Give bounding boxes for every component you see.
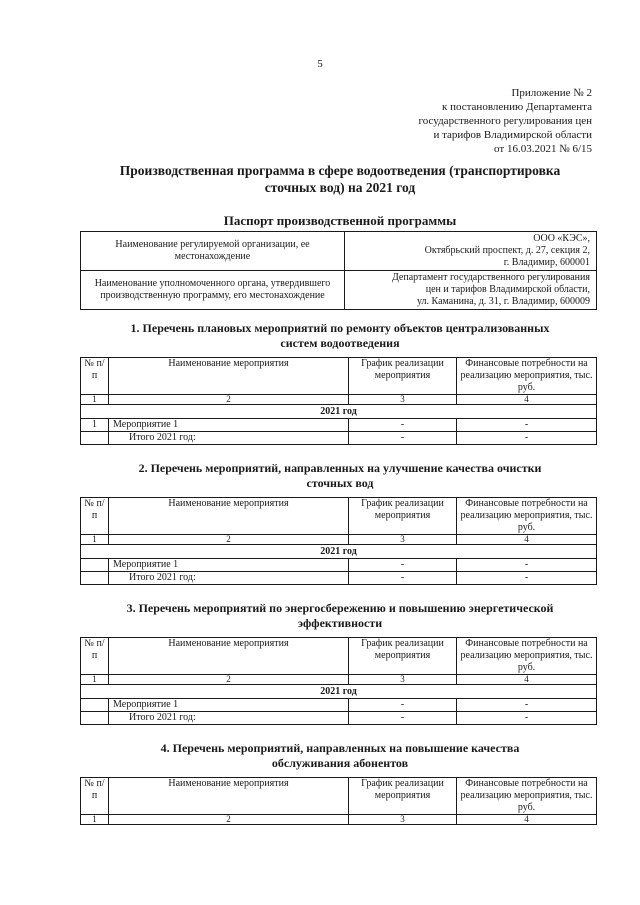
finance-value: - bbox=[457, 572, 597, 585]
passport-value-line: ООО «КЭС», bbox=[533, 233, 590, 244]
header-finance: Финансовые потребности на реализацию мероприятия, тыс. руб. bbox=[457, 638, 597, 675]
appendix-line: от 16.03.2021 № 6/15 bbox=[494, 143, 592, 155]
col-index: 3 bbox=[349, 675, 457, 685]
appendix-line: к постановлению Департамента bbox=[441, 101, 592, 113]
year-row bbox=[81, 685, 597, 699]
header-num: № п/п bbox=[81, 638, 109, 675]
section-1-title bbox=[90, 321, 590, 351]
row-num-empty bbox=[81, 572, 109, 585]
header-name: Наименование мероприятия bbox=[109, 778, 349, 815]
schedule-value: - bbox=[349, 699, 457, 712]
row-num-empty bbox=[81, 712, 109, 725]
finance-value: - bbox=[457, 432, 597, 445]
finance-value: - bbox=[457, 712, 597, 725]
passport-value-line: ул. Каманина, д. 31, г. Владимир, 600009 bbox=[417, 296, 590, 307]
total-label: Итого 2021 год: bbox=[109, 572, 349, 585]
row-num: 1 bbox=[81, 419, 109, 432]
section-title-line: систем водоотведения bbox=[280, 336, 400, 350]
appendix-line: Приложение № 2 bbox=[511, 87, 592, 99]
col-index: 1 bbox=[81, 395, 109, 405]
passport-value bbox=[345, 271, 597, 310]
col-index: 3 bbox=[349, 815, 457, 825]
passport-label: Наименование регулируемой организации, ее местонахождение bbox=[81, 232, 345, 271]
activity-name: Мероприятие 1 bbox=[109, 699, 349, 712]
table-header-row bbox=[81, 498, 597, 535]
year-label: 2021 год bbox=[81, 685, 597, 699]
section-title-line: 3. Перечень мероприятий по энергосбережению и повышению энергетической bbox=[126, 601, 554, 615]
section-2-title bbox=[90, 461, 590, 491]
col-index: 4 bbox=[457, 395, 597, 405]
section-title-line: обслуживания абонентов bbox=[271, 756, 409, 770]
row-num-empty bbox=[81, 699, 109, 712]
total-row bbox=[81, 572, 597, 585]
table-row bbox=[81, 271, 597, 310]
schedule-value: - bbox=[349, 712, 457, 725]
header-name: Наименование мероприятия bbox=[109, 498, 349, 535]
table-row bbox=[81, 232, 597, 271]
col-index: 4 bbox=[457, 535, 597, 545]
passport-title: Паспорт производственной программы bbox=[223, 213, 457, 228]
col-index: 4 bbox=[457, 675, 597, 685]
total-label: Итого 2021 год: bbox=[109, 432, 349, 445]
year-row bbox=[81, 545, 597, 559]
activity-name: Мероприятие 1 bbox=[109, 559, 349, 572]
column-index-row bbox=[81, 535, 597, 545]
column-index-row bbox=[81, 815, 597, 825]
section-2-table bbox=[80, 497, 597, 585]
column-index-row bbox=[81, 675, 597, 685]
section-1-table bbox=[80, 357, 597, 445]
col-index: 2 bbox=[109, 395, 349, 405]
header-finance: Финансовые потребности на реализацию мероприятия, тыс. руб. bbox=[457, 358, 597, 395]
section-title-line: 4. Перечень мероприятий, направленных на повышение качества bbox=[160, 741, 520, 755]
header-num: № п/п bbox=[81, 498, 109, 535]
header-finance: Финансовые потребности на реализацию мероприятия, тыс. руб. bbox=[457, 778, 597, 815]
row-num-empty bbox=[81, 559, 109, 572]
section-3-table bbox=[80, 637, 597, 725]
header-name: Наименование мероприятия bbox=[109, 358, 349, 395]
row-num-empty bbox=[81, 432, 109, 445]
table-row bbox=[81, 559, 597, 572]
header-schedule: График реализации мероприятия bbox=[349, 498, 457, 535]
passport-label: Наименование уполномоченного органа, утвердившего производственную программу, его местонахождение bbox=[81, 271, 345, 310]
appendix-block bbox=[419, 86, 592, 156]
header-schedule: График реализации мероприятия bbox=[349, 358, 457, 395]
header-finance: Финансовые потребности на реализацию мероприятия, тыс. руб. bbox=[457, 498, 597, 535]
appendix-line: государственного регулирования цен bbox=[418, 115, 592, 127]
passport-value-line: Департамент государственного регулирования bbox=[391, 272, 590, 283]
appendix-line: и тарифов Владимирской области bbox=[433, 129, 592, 141]
page-number: 5 bbox=[317, 58, 323, 70]
finance-value: - bbox=[457, 699, 597, 712]
total-row bbox=[81, 432, 597, 445]
col-index: 3 bbox=[349, 395, 457, 405]
total-row bbox=[81, 712, 597, 725]
schedule-value: - bbox=[349, 572, 457, 585]
col-index: 3 bbox=[349, 535, 457, 545]
section-title-line: эффективности bbox=[297, 616, 383, 630]
column-index-row bbox=[81, 395, 597, 405]
section-3-title bbox=[90, 601, 590, 631]
year-label: 2021 год bbox=[81, 545, 597, 559]
table-header-row bbox=[81, 358, 597, 395]
table-header-row bbox=[81, 638, 597, 675]
finance-value: - bbox=[457, 559, 597, 572]
title-line: Производственная программа в сфере водоотведения (транспортировка bbox=[119, 163, 561, 178]
section-4-title bbox=[90, 741, 590, 771]
schedule-value: - bbox=[349, 419, 457, 432]
header-schedule: График реализации мероприятия bbox=[349, 778, 457, 815]
year-label: 2021 год bbox=[81, 405, 597, 419]
passport-value-line: цен и тарифов Владимирской области, bbox=[425, 284, 590, 295]
col-index: 2 bbox=[109, 675, 349, 685]
year-row bbox=[81, 405, 597, 419]
passport-value bbox=[345, 232, 597, 271]
section-title-line: сточных вод bbox=[306, 476, 374, 490]
header-schedule: График реализации мероприятия bbox=[349, 638, 457, 675]
document-title bbox=[80, 162, 600, 196]
title-line: сточных вод) на 2021 год bbox=[264, 180, 416, 195]
total-label: Итого 2021 год: bbox=[109, 712, 349, 725]
passport-value-line: Октябрьский проспект, д. 27, секция 2, bbox=[424, 245, 590, 256]
col-index: 4 bbox=[457, 815, 597, 825]
passport-value-line: г. Владимир, 600001 bbox=[503, 257, 590, 268]
table-header-row bbox=[81, 778, 597, 815]
col-index: 2 bbox=[109, 815, 349, 825]
activity-name: Мероприятие 1 bbox=[109, 419, 349, 432]
col-index: 2 bbox=[109, 535, 349, 545]
section-4-table bbox=[80, 777, 597, 825]
passport-table bbox=[80, 231, 597, 310]
finance-value: - bbox=[457, 419, 597, 432]
section-title-line: 1. Перечень плановых мероприятий по ремонту объектов централизованных bbox=[130, 321, 550, 335]
schedule-value: - bbox=[349, 432, 457, 445]
col-index: 1 bbox=[81, 815, 109, 825]
table-row bbox=[81, 419, 597, 432]
header-num: № п/п bbox=[81, 778, 109, 815]
header-num: № п/п bbox=[81, 358, 109, 395]
col-index: 1 bbox=[81, 675, 109, 685]
schedule-value: - bbox=[349, 559, 457, 572]
section-title-line: 2. Перечень мероприятий, направленных на улучшение качества очистки bbox=[138, 461, 542, 475]
table-row bbox=[81, 699, 597, 712]
header-name: Наименование мероприятия bbox=[109, 638, 349, 675]
col-index: 1 bbox=[81, 535, 109, 545]
